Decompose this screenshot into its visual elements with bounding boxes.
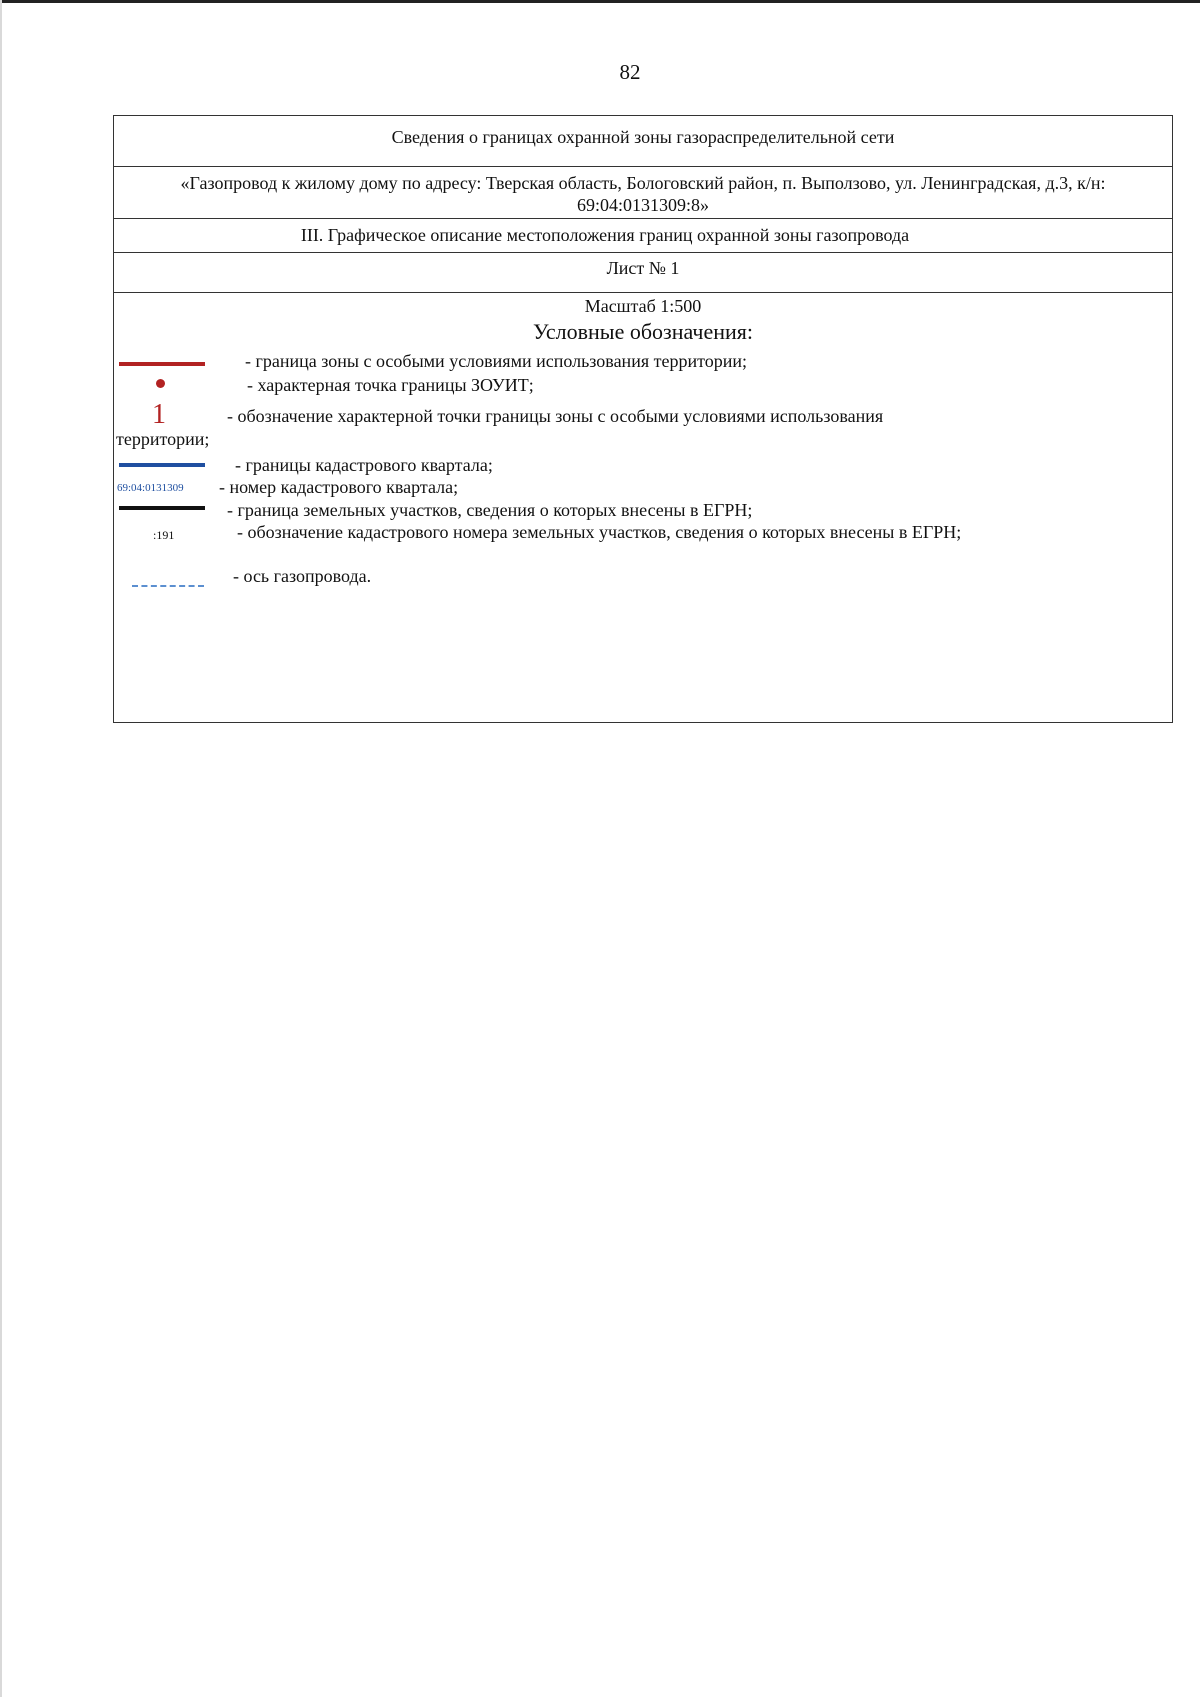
red-dot-icon: [156, 379, 165, 388]
legend-text-point-number-cont: территории;: [116, 429, 210, 449]
scan-top-edge: [0, 0, 1200, 3]
legend-title: Условные обозначения:: [532, 319, 754, 344]
scan-left-edge: [0, 0, 2, 1697]
object-line-1: «Газопровод к жилому дому по адресу: Тверская область, Бологовский район, п. Выползово, ул. Ленинградская, д.3, к/н:: [180, 173, 1106, 193]
legend-text-parcel-number: - обозначение кадастрового номера земельных участков, сведения о которых внесены в ЕГРН;: [237, 522, 962, 542]
legend-text-point: - характерная точка границы ЗОУИТ;: [247, 375, 534, 395]
object-line-2: 69:04:0131309:8»: [576, 195, 709, 215]
section-title-text: III. Графическое описание местоположения границ охранной зоны газопровода: [300, 225, 910, 245]
quarter-number-symbol: 69:04:0131309: [117, 482, 184, 494]
scale-label: Масштаб 1:500: [584, 296, 702, 316]
legend: [114, 116, 1172, 722]
frame-title: Сведения о границах охранной зоны газораспределительной сети: [114, 116, 1172, 167]
info-frame: [113, 115, 1173, 723]
page-number: 82: [619, 60, 641, 84]
black-line-icon: [119, 506, 205, 510]
legend-text-zone-boundary: - граница зоны с особыми условиями использования территории;: [245, 351, 747, 371]
legend-text-parcel-boundary: - граница земельных участков, сведения о которых внесены в ЕГРН;: [227, 500, 753, 520]
sheet-number: Лист № 1: [114, 253, 1172, 293]
dashed-line-icon: [132, 585, 204, 587]
red-line-icon: [119, 362, 205, 366]
legend-text-pipeline-axis: - ось газопровода.: [233, 566, 372, 586]
point-number-symbol: 1: [152, 399, 166, 430]
legend-text-point-number: - обозначение характерной точки границы зоны с особыми условиями использования: [227, 406, 884, 426]
legend-text-quarter-number: - номер кадастрового квартала;: [219, 477, 459, 497]
blue-line-icon: [119, 463, 205, 467]
parcel-number-symbol: :191: [153, 528, 175, 542]
legend-text-quarter-boundary: - границы кадастрового квартала;: [235, 455, 493, 475]
